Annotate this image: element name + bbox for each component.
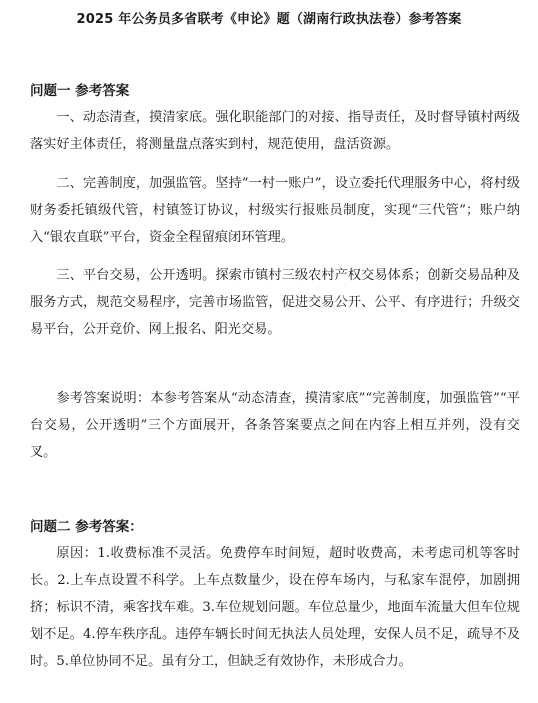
paragraph-q1-note: 参考答案说明：本参考答案从“动态清查，摸清家底”“完善制度，加强监管”“平台交易，公开透明”三个方面展开，各条答案要点之间在内容上相互并列，没有交叉。 [30,391,520,460]
paragraph-q1-point-1: 一、动态清查，摸清家底。强化职能部门的对接、指导责任，及时督导镇村两级落实好主体责任，将测量盘点落实到村，规范使用，盘活资源。 [30,110,520,152]
paragraph-q1-point-3: 三、平台交易，公开透明。探索市镇村三级农村产权交易体系；创新交易品种及服务方式，规范交易程序，完善市场监管，促进交易公开、公平、有序进行；升级交易平台，公开竞价、网上报名、阳光交易。 [30,268,520,337]
paragraph-q1-point-2: 二、完善制度，加强监管。坚持“一村一账户”，设立委托代理服务中心，将村级财务委托镇级代管，村镇签订协议，村级实行报账员制度，实现“三代管”；账户纳入“银农直联”平台，资金全程留痕闭环管理。 [30,176,520,245]
section-heading-q1: 问题一 参考答案 [30,83,130,99]
section-heading-q2: 问题二 参考答案： [30,519,143,535]
paragraph-q2-causes: 原因：1.收费标准不灵活。免费停车时间短，超时收费高，未考虑司机等客时长。2.上车点设置不科学。上车点数量少，设在停车场内，与私家车混停，加剧拥挤；标识不清，乘客找车难。3.车位规划问题。车位总量少，地面车流量大但车位规划不足。4.停车秩序乱。违停车辆长时间无执法人员处理，安保人员不足，疏导不及时。5.单位协同不足。虽有分工，但缺乏有效协作，未形成合力。 [30,546,520,669]
document-title: 2025 年公务员多省联考《申论》题（湖南行政执法卷）参考答案 [76,12,462,27]
